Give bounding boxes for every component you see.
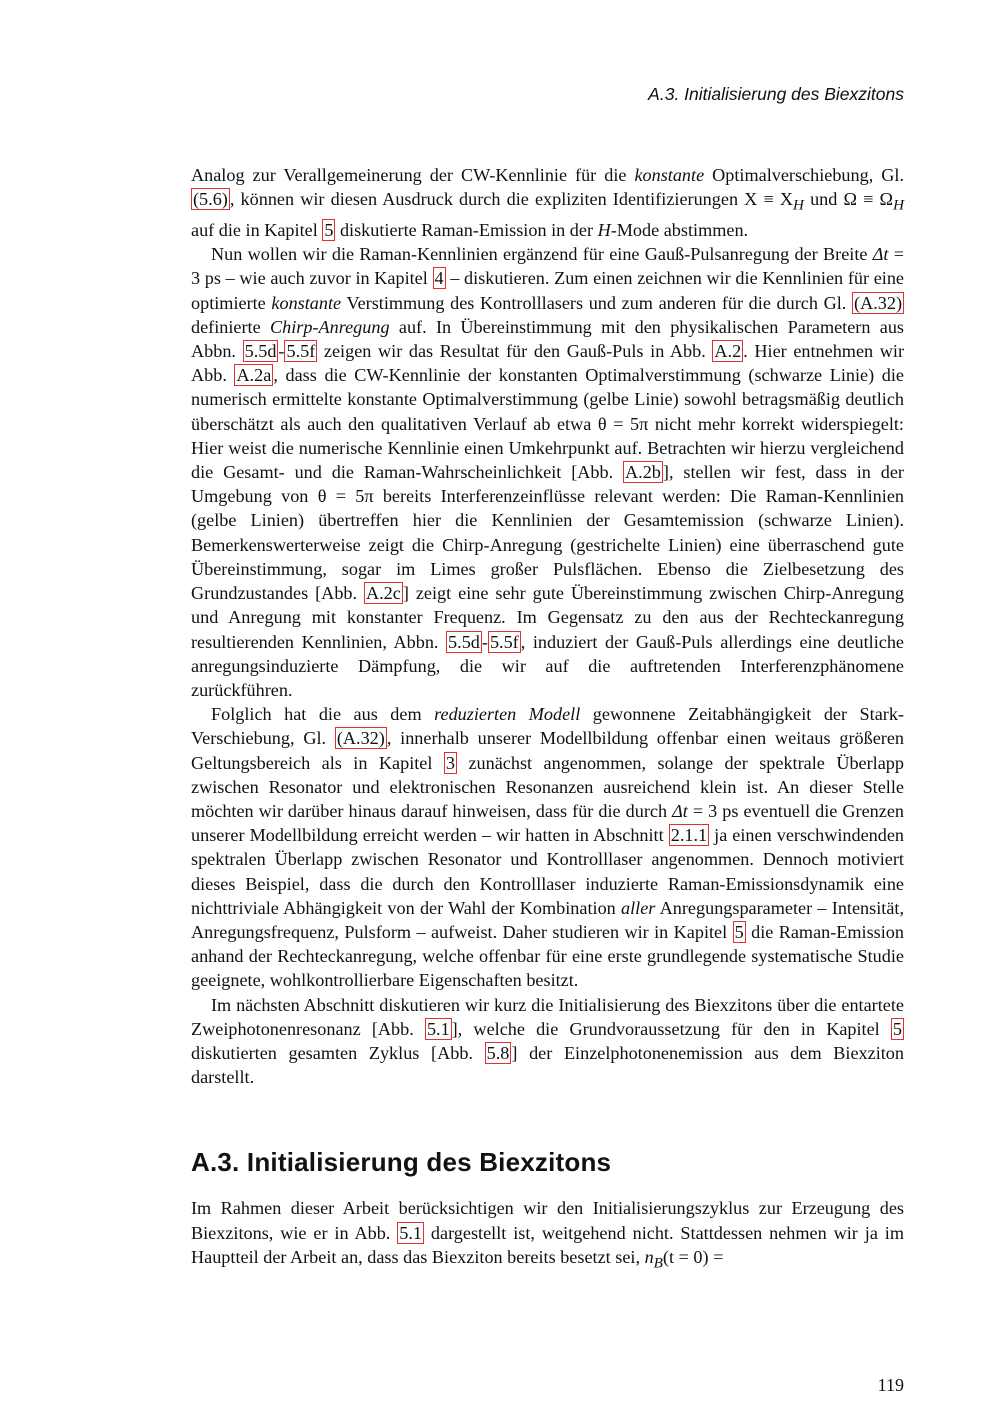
cross-reference-link[interactable]: 2.1.1 (670, 825, 708, 846)
cross-reference-link[interactable]: 5.8 (486, 1042, 510, 1063)
paragraph (191, 242, 904, 702)
page-number: 119 (877, 1375, 904, 1395)
cross-reference-link[interactable]: 4 (434, 268, 444, 289)
section-title: Initialisierung des Biexzitons (246, 1147, 612, 1178)
emphasis-text: n (644, 1246, 654, 1267)
text-run: Verstimmung des Kontrolllasers und zum anderen für die durch Gl. (341, 292, 853, 313)
text-run: Im Rahmen dieser Arbeit berücksichtigen wir den Initialisierungszyklus zur Erzeugung des Biexzitons, wie er in Abb. (191, 1198, 904, 1243)
text-run: , innerhalb unserer Modellbildung offenbar einen weitaus größeren Geltungsbereich als in Kapitel (191, 728, 904, 773)
cross-reference-link[interactable]: 3 (445, 752, 455, 773)
text-run: . Hier entnehmen wir Abb. (191, 341, 904, 386)
cross-reference-link[interactable]: A.2b (625, 462, 661, 483)
cross-reference-link[interactable]: 5 (734, 921, 744, 942)
body-text (191, 163, 904, 1276)
subscript: H (893, 196, 905, 214)
text-run: und Ω ≡ Ω (803, 189, 894, 210)
text-run: Nun wollen wir die Raman-Kennlinien ergänzend für eine Gauß-Pulsanregung der Breite (211, 244, 873, 265)
text-run: diskutierten gesamten Zyklus [Abb. (191, 1042, 485, 1063)
cross-reference-link[interactable]: (5.6) (193, 189, 228, 210)
text-run: ] der Einzelphotonenemission aus dem Biexziton darstellt. (191, 1042, 904, 1088)
text-run: Folglich hat die aus dem (211, 704, 435, 725)
text-run: = 3 ps – wie auch zuvor in Kapitel (191, 244, 905, 289)
text-run: - (481, 631, 488, 652)
cross-reference-link[interactable]: (A.32) (336, 728, 385, 749)
text-run: diskutierte Raman-Emission in der (335, 220, 598, 241)
running-head: A.3. Initialisierung des Biexzitons (648, 84, 904, 104)
emphasis-text: konstante (634, 165, 705, 185)
paragraph (191, 993, 904, 1090)
cross-reference-link[interactable]: 5 (892, 1018, 902, 1039)
text-run: zeigen wir das Resultat für den Gauß-Puls in Abb. (317, 341, 713, 362)
text-run: Anregungsparameter – Intensität, Anregungsfrequenz, Pulsform – aufweist. Daher studieren wir in Kapitel (191, 897, 905, 942)
text-run: auf die in Kapitel (191, 220, 323, 241)
cross-reference-link[interactable]: A.2a (236, 365, 272, 386)
text-run: , können wir diesen Ausdruck durch die expliziten Identifizierungen X ≡ X (229, 189, 793, 210)
cross-reference-link[interactable]: 5.5d (244, 341, 277, 362)
text-run: die Raman-Emission anhand der Rechteckanregung, welche offenbar für eine erste grundlegende systematische Studie geeignete, wohlkontrollierbare Eigenschaften besitzt. (191, 921, 904, 991)
paragraph (191, 163, 904, 242)
cross-reference-link[interactable]: (A.32) (854, 292, 902, 313)
emphasis-text: aller (621, 897, 656, 918)
text-run: dargestellt ist, weitgehend nicht. Stattdessen nehmen wir ja im Hauptteil der Arbeit an, dass das Biexziton bereits besetzt sei, (191, 1222, 904, 1267)
section-number: A.3. (191, 1147, 240, 1178)
text-run: – diskutieren. Zum einen zeichnen wir die Kennlinien für eine optimierte (191, 268, 904, 313)
text-run: auf. In Übereinstimmung mit den physikalischen Parametern aus Abbn. (191, 316, 904, 362)
text-run: definierte (191, 316, 270, 337)
text-run: ja einen verschwindenden spektralen Überlapp zwischen Resonator und Kontrolllaser angenommen. Dennoch motiviert dieses Beispiel, dass die durch den Kontrolllaser induzierte Raman-Emissionsdynamik eine nichttriviale Abhängigkeit von der Wahl der Kombination (191, 825, 904, 918)
paragraph (191, 702, 904, 992)
text-run: = 3 ps eventuell die Grenzen unserer Modellbildung erreicht werden – wir hatten in Abschnitt (191, 800, 904, 846)
text-run: zunächst angenommen, solange der spektrale Überlapp zwischen Resonator und elektronischen Resonanzen ausreichend klein ist. An dieser Stelle möchten wir darüber hinaus darauf hinweisen, dass für die durch (191, 752, 904, 821)
text-run: (t = 0) = (662, 1246, 724, 1267)
subscript: B (653, 1254, 663, 1272)
text-run: Optimalverschiebung, Gl. (704, 165, 904, 185)
cross-reference-link[interactable]: 5 (324, 220, 334, 241)
text-run: Analog zur Verallgemeinerung der CW-Kennlinie für die (191, 165, 635, 185)
text-run: , dass die CW-Kennlinie der konstanten Optimalverstimmung (schwarze Linie) die numerisch ermittelte konstante Optimalverstimmung (gelbe Linie) sowohl betragsmäßig deutlich überschätzt als auch den qualitativen Verlauf ab etwa θ = 5π nicht mehr korrekt widerspiegelt: Hier weist die numerische Kennlinie einen Umkehrpunkt auf. Betrachten wir hierzu vergleichend die Gesamt- und die Raman-Wahrscheinlichkeit [Abb. (191, 365, 904, 483)
text-run: ], welche die Grundvoraussetzung für den in Kapitel (451, 1018, 891, 1039)
emphasis-text: Δt (672, 800, 688, 821)
text-run: Im nächsten Abschnitt diskutieren wir kurz die Initialisierung des Biexzitons über die entartete Zweiphotonenresonanz [Abb. (191, 994, 904, 1039)
cross-reference-link[interactable]: 5.1 (399, 1222, 422, 1243)
text-run: -Mode abstimmen. (610, 220, 749, 241)
cross-reference-link[interactable]: 5.1 (426, 1018, 450, 1039)
paragraph (191, 1196, 904, 1275)
cross-reference-link[interactable]: A.2 (714, 341, 742, 362)
cross-reference-link[interactable]: 5.5d (448, 631, 480, 652)
subscript: H (792, 196, 804, 214)
cross-reference-link[interactable]: 5.5f (489, 631, 519, 652)
text-run: - (278, 341, 285, 362)
emphasis-text: Δt (872, 244, 889, 265)
text-run: , induziert der Gauß-Puls allerdings eine deutliche anregungsinduzierte Dämpfung, die wir auf die auftretenden Interferenzphänomene zurückführen. (191, 631, 905, 700)
text-run: ], stellen wir fest, dass in der Umgebung von θ = 5π bereits Interferenzeinflüsse relevant werden: Die Raman-Kennlinien (gelbe Linien) übertreffen hier die Kennlinien der Gesamtemission (schwarze Linien). Bemerkenswerterweise zeigt die Chirp-Anregung (gestrichelte Linien) eine überraschend gute Übereinstimmung, sogar im Limes großer Pulsflächen. Ebenso die Zielbesetzung des Grundzustandes [Abb. (191, 462, 904, 604)
cross-reference-link[interactable]: 5.5f (286, 341, 316, 362)
section-heading (191, 1147, 904, 1178)
emphasis-text: konstante (271, 292, 342, 313)
text-run: ] zeigt eine sehr gute Übereinstimmung zwischen Chirp-Anregung und Anregung mit konstanter Frequenz. Im Gegensatz zu den aus der Rechteckanregung resultierenden Kennlinien, Abbn. (191, 583, 904, 652)
emphasis-text: reduzierten Modell (434, 704, 581, 725)
emphasis-text: H (597, 220, 611, 241)
emphasis-text: Chirp-Anregung (270, 316, 390, 337)
text-run: gewonnene Zeitabhängigkeit der Stark-Verschiebung, Gl. (191, 704, 905, 749)
cross-reference-link[interactable]: A.2c (366, 583, 401, 604)
